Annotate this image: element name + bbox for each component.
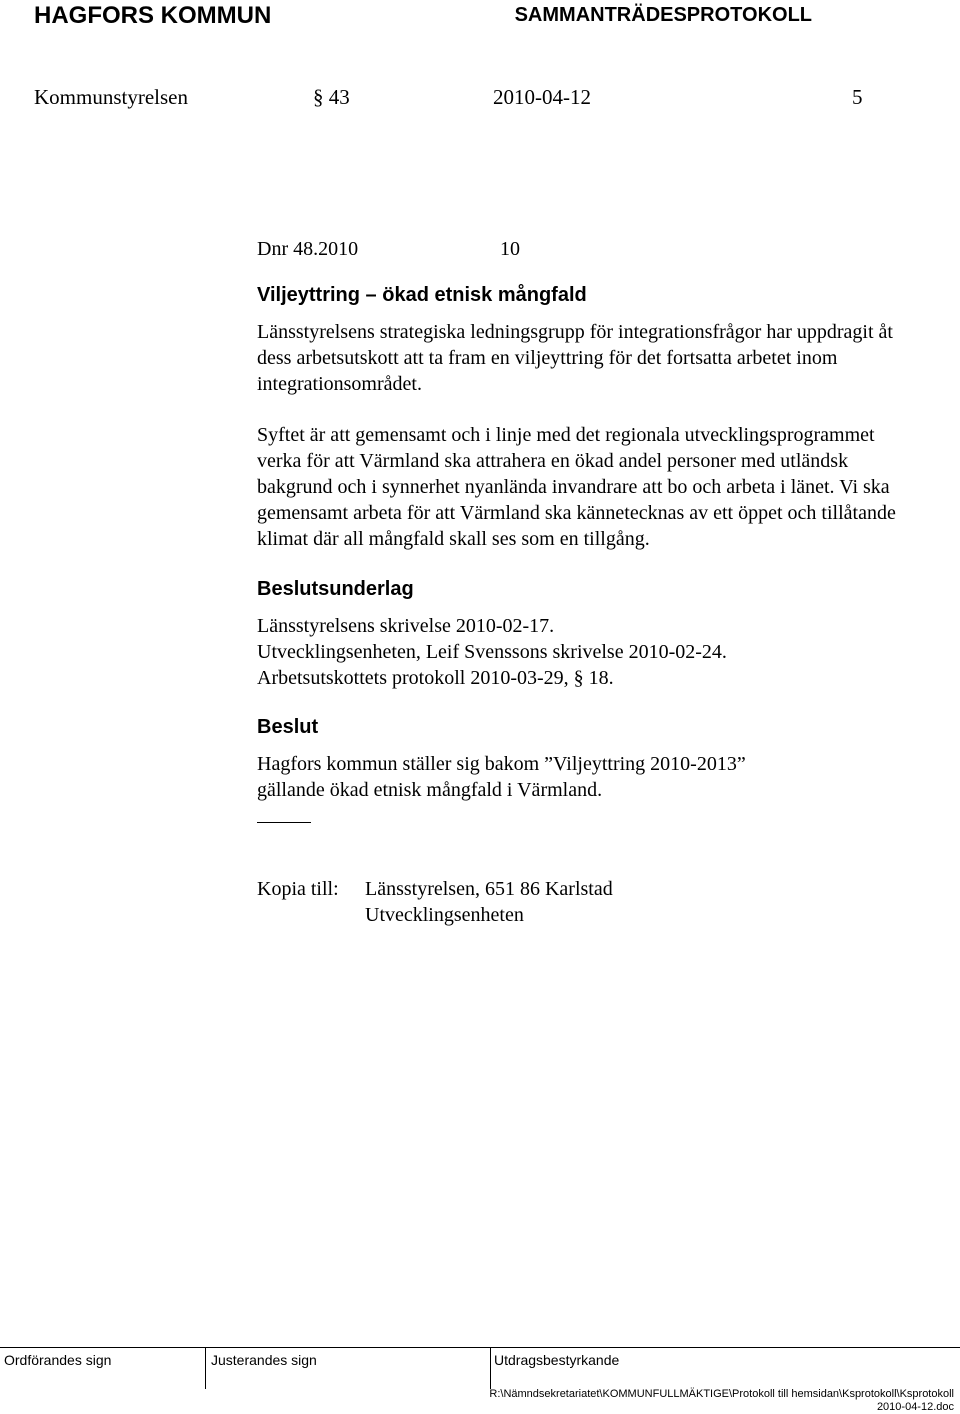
copy-recipient: Länsstyrelsen, 651 86 Karlstad [365,878,613,900]
paragraph-purpose [257,422,957,552]
copy-to-label: Kopia till: [257,878,339,900]
paragraph-line: Länsstyrelsens strategiska ledningsgrupp för integrationsfrågor har uppdragit åt [257,321,893,343]
meeting-date: 2010-04-12 [493,85,591,109]
org-name: HAGFORS KOMMUN [34,2,272,29]
adjuster-signature-label: Justerandes sign [211,1352,317,1368]
paragraph-background [257,319,957,397]
case-code: 10 [500,238,520,260]
extract-certification-label: Utdragsbestyrkande [494,1352,620,1368]
paragraph-line: gemensamt arbeta för att Värmland ska kännetecknas av ett öppet och tillåtande [257,502,896,524]
underlag-item: Arbetsutskottets protokoll 2010-03-29, § 18. [257,667,614,689]
copy-recipient: Utvecklingsenheten [365,904,524,926]
file-path: R:\Nämndsekretariatet\KOMMUNFULLMÄKTIGE\Protokoll till hemsidan\Ksprotokoll\Ksprotokoll [489,1388,954,1400]
footer-divider [205,1347,206,1389]
paragraph-line: bakgrund och i synnerhet nyanlända invandrare att bo och arbeta i länet. Vi ska [257,476,890,498]
decision-text [257,751,957,803]
decision-line: Hagfors kommun ställer sig bakom ”Viljeyttring 2010-2013” [257,753,746,775]
decision-line: gällande ökad etnisk mångfald i Värmland. [257,779,603,801]
copy-recipients [365,876,865,928]
footer-divider [490,1347,491,1389]
underlag-item: Utvecklingsenheten, Leif Svenssons skrivelse 2010-02-24. [257,641,727,663]
underlag-item: Länsstyrelsens skrivelse 2010-02-17. [257,615,555,637]
footer-rule [0,1347,960,1348]
paragraph-line: Syftet är att gemensamt och i linje med det regionala utvecklingsprogrammet [257,424,875,446]
chair-signature-label: Ordförandes sign [4,1352,112,1368]
underlag-heading: Beslutsunderlag [257,578,414,600]
section-number: § 43 [313,85,350,109]
short-rule [257,822,311,823]
decision-heading: Beslut [257,716,319,738]
paragraph-line: klimat där all mångfald skall ses som en tillgång. [257,528,650,550]
document-type: SAMMANTRÄDESPROTOKOLL [514,4,812,26]
page-number: 5 [852,85,863,109]
committee-name: Kommunstyrelsen [34,85,188,109]
file-name: 2010-04-12.doc [876,1401,954,1413]
underlag-list [257,613,957,691]
paragraph-line: dess arbetsutskott att ta fram en viljeyttring för det fortsatta arbetet inom [257,347,838,369]
case-title: Viljeyttring – ökad etnisk mångfald [257,284,587,306]
case-number: Dnr 48.2010 [257,238,359,260]
paragraph-line: integrationsområdet. [257,373,422,395]
paragraph-line: verka för att Värmland ska attrahera en ökad andel personer med utländsk [257,450,849,472]
